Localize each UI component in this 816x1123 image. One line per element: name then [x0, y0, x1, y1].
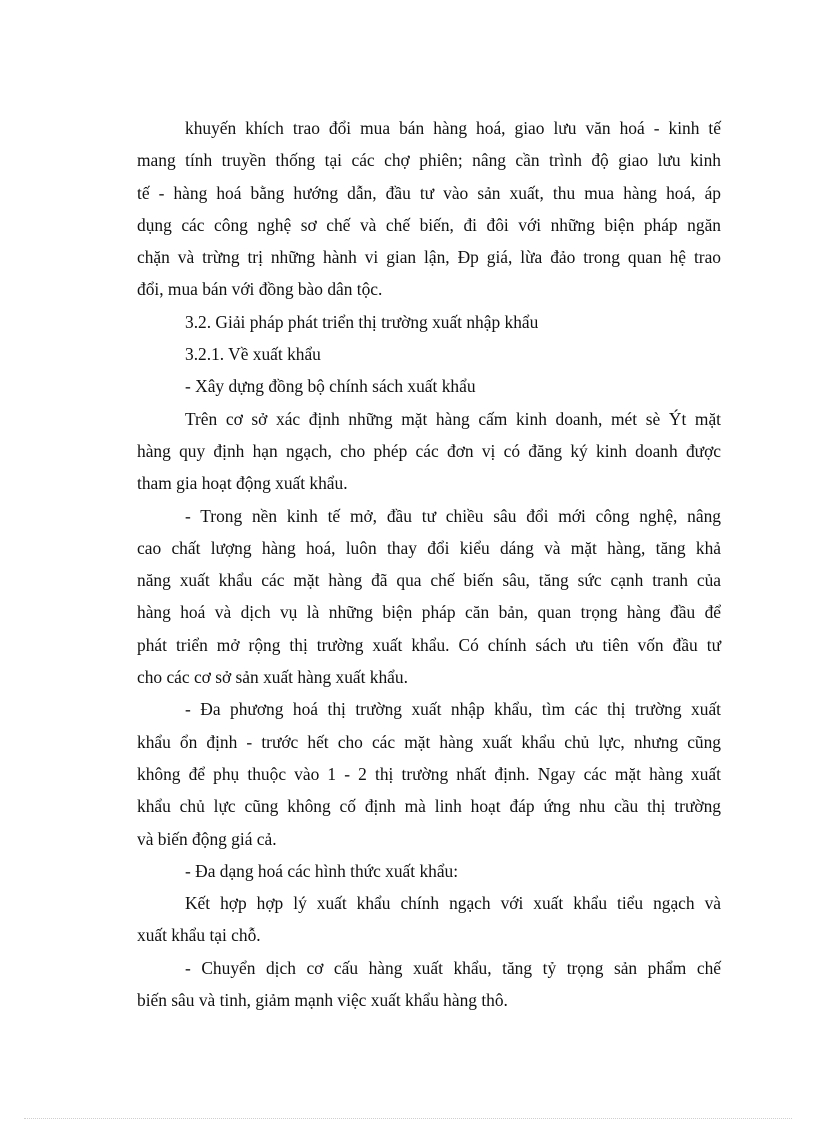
- text-line: Trên cơ sở xác định những mặt hàng cấm kinh doanh, mét sè Ýt mặt: [185, 408, 721, 429]
- bullet-open-economy: [137, 500, 721, 694]
- section-heading-3-2: [137, 306, 721, 338]
- text-line: mang tính truyền thống tại các chợ phiên; nâng cần trình độ giao lưu kinh: [137, 150, 721, 171]
- text-line: xuất khẩu tại chỗ.: [137, 925, 261, 946]
- page-bottom-divider: [24, 1118, 792, 1119]
- bullet-market-diversification: [137, 693, 721, 854]
- text-line: cho các cơ sở sản xuất hàng xuất khẩu.: [137, 667, 408, 688]
- text-line: năng xuất khẩu các mặt hàng đã qua chế biến sâu, tăng sức cạnh tranh của: [137, 570, 721, 591]
- text-line: hàng quy định hạn ngạch, cho phép các đơn vị có đăng ký kinh doanh được: [137, 440, 721, 461]
- heading-text: 3.2. Giải pháp phát triển thị trường xuất nhập khẩu: [185, 311, 539, 332]
- text-line: tế - hàng hoá bằng hướng dẫn, đầu tư vào sản xuất, thu mua hàng hoá, áp: [137, 182, 721, 203]
- bullet-export-forms: [137, 855, 721, 887]
- text-line: khẩu ổn định - trước hết cho các mặt hàng xuất khẩu chủ lực, nhưng cũng: [137, 731, 721, 752]
- text-line: không để phụ thuộc vào 1 - 2 thị trường nhất định. Ngay các mặt hàng xuất: [137, 763, 721, 784]
- bullet-export-policy: [137, 370, 721, 402]
- text-line: dụng các công nghệ sơ chế và chế biến, đi đôi với những biện pháp ngăn: [137, 214, 721, 235]
- text-line: Kết hợp hợp lý xuất khẩu chính ngạch với xuất khẩu tiểu ngạch và: [185, 893, 721, 914]
- bullet-export-structure: [137, 952, 721, 1017]
- subsection-heading-3-2-1: [137, 338, 721, 370]
- text-line: cao chất lượng hàng hoá, luôn thay đổi kiểu dáng và mặt hàng, tăng khả: [137, 537, 721, 558]
- paragraph-export-combination: [137, 887, 721, 952]
- text-line: đổi, mua bán với đồng bào dân tộc.: [137, 279, 383, 300]
- text-line: phát triển mở rộng thị trường xuất khẩu. Có chính sách ưu tiên vốn đầu tư: [137, 634, 721, 655]
- paragraph-prohibited-goods: [137, 403, 721, 500]
- text-line: và biến động giá cả.: [137, 828, 277, 849]
- heading-text: 3.2.1. Về xuất khẩu: [185, 344, 321, 365]
- text-line: khuyến khích trao đổi mua bán hàng hoá, giao lưu văn hoá - kinh tế: [185, 118, 721, 138]
- text-line: - Đa phương hoá thị trường xuất nhập khẩu, tìm các thị trường xuất: [185, 699, 721, 720]
- text-line: - Xây dựng đồng bộ chính sách xuất khẩu: [185, 376, 476, 397]
- text-line: hàng hoá và dịch vụ là những biện pháp căn bản, quan trọng hàng đầu để: [137, 602, 721, 623]
- text-line: - Chuyển dịch cơ cấu hàng xuất khẩu, tăng tỷ trọng sản phẩm chế: [185, 957, 721, 978]
- text-line: - Đa dạng hoá các hình thức xuất khẩu:: [185, 860, 459, 881]
- text-line: khẩu chủ lực cũng không cố định mà linh hoạt đáp ứng nhu cầu thị trường: [137, 796, 721, 817]
- text-line: biến sâu và tinh, giảm mạnh việc xuất khẩu hàng thô.: [137, 990, 508, 1011]
- text-line: tham gia hoạt động xuất khẩu.: [137, 473, 348, 494]
- text-line: - Trong nền kinh tế mở, đầu tư chiều sâu đổi mới công nghệ, nâng: [185, 505, 721, 526]
- document-body: [137, 112, 721, 1016]
- text-line: chặn và trừng trị những hành vi gian lận, Đp giá, lừa đảo trong quan hệ trao: [137, 247, 721, 268]
- paragraph-trade-encouragement: [137, 112, 721, 306]
